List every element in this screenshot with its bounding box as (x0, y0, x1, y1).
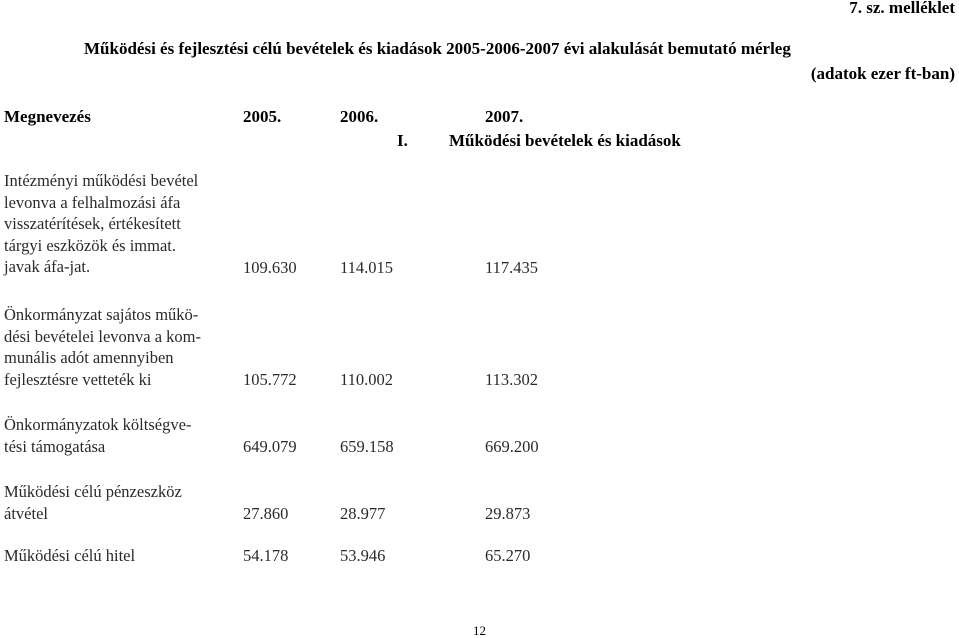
unit-note: (adatok ezer ft-ban) (810, 64, 955, 83)
row-3-value-2006: 659.158 (340, 437, 394, 456)
row-label-line: Működési célú hitel (4, 546, 136, 565)
annex-label: 7. sz. melléklet (849, 0, 955, 17)
column-header-2006: 2006. (340, 107, 379, 126)
column-header-2005: 2005. (243, 107, 282, 126)
row-label-line: levonva a felhalmozási áfa (4, 192, 181, 212)
row-label-line: Működési célú pénzeszköz (4, 482, 182, 501)
row-label-line: dési bevételei levonva a kom- (4, 326, 202, 346)
row-1-value-2007: 117.435 (485, 258, 539, 277)
document-title: Működési és fejlesztési célú bevételek és kiadások 2005-2006-2007 évi alakulását bemutató mérleg (84, 39, 791, 58)
row-1-value-2005: 109.630 (243, 258, 297, 277)
row-4-value-2006: 28.977 (340, 504, 386, 523)
row-2-value-2007: 113.302 (485, 370, 539, 389)
row-label-2 (4, 304, 239, 390)
column-header-name: Megnevezés (4, 107, 91, 126)
row-label-line: fejlesztésre vetteték ki (4, 369, 152, 389)
row-label-line: javak áfa-jat. (4, 257, 91, 276)
row-label-line: Intézményi működési bevétel (4, 171, 199, 190)
row-label-line: tárgyi eszközök és immat. (4, 235, 176, 255)
row-label-line: visszatérítések, értékesített (4, 214, 181, 233)
row-5-value-2007: 65.270 (485, 546, 531, 565)
row-label-5 (4, 545, 239, 567)
row-label-1 (4, 170, 239, 278)
row-label-line: átvétel (4, 503, 48, 523)
row-label-line: Önkormányzatok költségve- (4, 415, 192, 434)
row-2-value-2006: 110.002 (340, 370, 394, 389)
row-label-4 (4, 481, 239, 524)
row-3-value-2005: 649.079 (243, 437, 297, 456)
row-5-value-2006: 53.946 (340, 546, 386, 565)
row-label-line: munális adót amennyiben (4, 348, 174, 367)
row-3-value-2007: 669.200 (485, 437, 539, 456)
row-2-value-2005: 105.772 (243, 370, 297, 389)
row-4-value-2005: 27.860 (243, 504, 289, 523)
section-numeral: I. (397, 131, 408, 150)
row-label-line: Önkormányzat sajátos műkö- (4, 305, 199, 324)
row-label-line: tési támogatása (4, 436, 106, 456)
section-title: Működési bevételek és kiadások (449, 131, 681, 150)
row-4-value-2007: 29.873 (485, 504, 531, 523)
row-5-value-2005: 54.178 (243, 546, 289, 565)
column-header-2007: 2007. (485, 107, 524, 126)
page-number: 12 (473, 623, 486, 638)
row-1-value-2006: 114.015 (340, 258, 394, 277)
row-label-3 (4, 414, 239, 457)
